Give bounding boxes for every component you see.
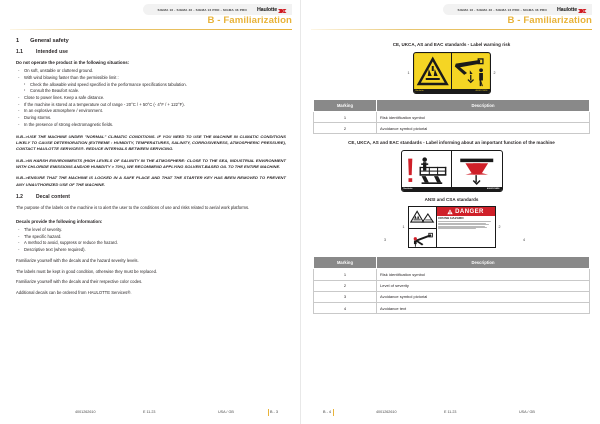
logo-text-right: Haulotte — [557, 6, 577, 13]
column-header-marking: Marking — [314, 257, 377, 269]
list-situations-part2 — [17, 95, 286, 129]
page-number-left — [268, 409, 278, 416]
list-item: - With wind blowing faster than the permissible limit : — [17, 75, 286, 82]
callout-1: 1 — [407, 71, 410, 75]
page-number-left-text: B - 3 — [269, 410, 278, 414]
decal-ansi-figure — [313, 206, 590, 248]
paragraph-familiarize-colors: Familiarize yourself with the decals and their respective color codes. — [16, 279, 143, 285]
page-header-right — [301, 0, 600, 30]
table-header-row — [314, 257, 590, 269]
cell-description: Avoidance symbol pictorial — [377, 123, 590, 134]
ansi-body-text — [437, 216, 495, 247]
list-wind-subitems — [16, 82, 286, 95]
list-item: • Consult the Beaufort scale. — [24, 88, 286, 95]
decal-function — [401, 150, 503, 192]
decal-footer-strip — [414, 89, 490, 93]
paragraph-additional-decals: Additional decals can be ordered from HAULOTTE Services®. — [16, 290, 132, 296]
column-header-description: Description — [377, 100, 590, 112]
list-item: - The specific hazard. — [17, 234, 286, 241]
callout-2: 2 — [493, 71, 496, 75]
page-right — [300, 0, 600, 424]
header-rule-left — [10, 29, 292, 30]
header-models-right: SIGMA 16 - SIGMA 46 - SIGMA 16 PRO - SIGMA 46 PRO — [457, 7, 547, 12]
footer-reference-left: 4001262610 — [75, 410, 96, 414]
decal-function-figure — [313, 150, 590, 192]
page-number-right-text: B - 4 — [323, 410, 332, 414]
list-item: - In the presence of strong electromagnetic fields. — [17, 122, 286, 129]
ansi-risk-symbol-cell — [409, 207, 436, 228]
cell-marking: 1 — [314, 269, 377, 280]
ansi-text-line — [438, 224, 489, 225]
cell-marking: 3 — [314, 291, 377, 302]
cell-description: Level of severity — [377, 280, 590, 291]
list-item: - Descriptive text (where required). — [17, 247, 286, 254]
column-header-description: Description — [377, 257, 590, 269]
cell-description: Avoidance symbol pictorial — [377, 291, 590, 302]
cell-marking: 1 — [314, 112, 377, 123]
table-row — [314, 302, 590, 313]
heading-1-number: 1 — [16, 38, 20, 44]
callout-1: 1 — [402, 225, 405, 230]
heading-12-number: 1.2 — [16, 194, 23, 201]
list-item: - During storms. — [17, 115, 286, 122]
callout-2: 2 — [498, 225, 501, 230]
column-header-marking: Marking — [314, 100, 377, 112]
caption-label-warning-risk: CE, UKCA, AS and EAC standards - Label warning risk — [392, 42, 511, 47]
ansi-pictogram-column — [409, 207, 437, 247]
list-item: - Close to power lines. Keep a safe distance. — [17, 95, 286, 102]
note-harsh-environments: N.B.->IN HARSH ENVIRONMENTS (HIGH LEVELS OF SALINITY IN THE ATMOSPHERE: CLOSE TO THE SEA, INDUSTRIAL ENVIRONMENT WITH CHLORIDE EMISSIONS AND/OR HUMIDITY > 70%), WE RECOMMEND APPLYING SOLVENT-BASED OIL TO THE ENTIRE MACHINE. — [16, 157, 286, 170]
caption-label-important-function: CE, UKCA, AS and EAC standards - Label informing about an important function of the machine — [348, 140, 555, 146]
left-page-body — [0, 30, 300, 297]
table-row — [314, 123, 590, 134]
warning-triangle-icon — [447, 209, 453, 215]
list-item: - On soft, unstable or cluttered ground. — [17, 68, 286, 75]
right-page-body — [301, 30, 600, 314]
cell-marking: 2 — [314, 123, 377, 134]
header-models: SIGMA 16 - SIGMA 46 - SIGMA 16 PRO - SIGMA 46 PRO — [157, 7, 247, 12]
decal-function-footer-strip — [402, 187, 502, 192]
decal-warning-risk — [413, 52, 491, 94]
table-row — [314, 269, 590, 280]
caption-ansi-csa-standards: ANSI and CSA standards — [424, 197, 479, 203]
table-header-row — [314, 100, 590, 112]
decal-avoidance-panel — [451, 53, 490, 93]
page-tick-icon — [333, 409, 334, 416]
header-model-bar — [143, 4, 292, 15]
table-row — [314, 280, 590, 291]
heading-11-label: Intended use — [35, 49, 68, 55]
paragraph-familiarize-severity: Familiarize yourself with the decals and the hazard severity levels. — [16, 257, 139, 263]
list-item: - In an explosive atmosphere / environment. — [17, 108, 286, 115]
list-item: • Check the allowable wind speed specified in the performance specifications tabulation. — [24, 82, 286, 89]
decal-warning-risk-figure — [313, 52, 590, 94]
callout-4: 4 — [523, 238, 525, 243]
marking-table-1 — [313, 99, 590, 134]
decal-load-panel — [451, 151, 502, 191]
section-title-left: B - Familiarization — [207, 15, 292, 26]
list-situations-part1 — [17, 68, 286, 82]
ansi-avoidance-symbol-cell — [409, 229, 436, 249]
cell-marking: 2 — [314, 280, 377, 291]
heading-general-safety — [16, 38, 286, 44]
decal-ansi-danger — [408, 206, 496, 248]
heading-11-number: 1.1 — [16, 49, 23, 55]
avoidance-pictogram-icon — [452, 53, 490, 93]
footer-edition-right: E 11.23 — [444, 410, 457, 414]
decal-risk-symbol-panel — [414, 53, 452, 93]
footer-locale-left: USA / GB — [218, 410, 234, 414]
page-number-right — [323, 409, 333, 416]
lead-decals-provide: Decals provide the following information: — [16, 218, 103, 224]
note-locked-safe-place: N.B.->ENSURE THAT THE MACHINE IS LOCKED IN A SAFE PLACE AND THAT THE STARTER KEY HAS BEEN REMOVED TO PREVENT ANY UNAUTHORIZED USE OF THE MACHINE. — [16, 175, 286, 187]
section-title-right: B - Familiarization — [507, 15, 592, 26]
cell-description: Avoidance text — [377, 302, 590, 313]
decal-footer-code: 4000123456 — [486, 188, 500, 191]
cell-description: Risk identification symbol — [377, 112, 590, 123]
avoidance-pictogram-icon — [409, 229, 436, 249]
heading-intended-use — [16, 49, 286, 55]
ansi-hazard-title: CRUSH HAZARD — [438, 216, 464, 221]
table-row — [314, 112, 590, 123]
decal-footer-code: 4000123456 — [475, 90, 488, 92]
decal-exclamation-panel — [402, 151, 452, 191]
ansi-banner-text: DANGER — [455, 208, 484, 215]
ansi-danger-banner — [437, 207, 495, 216]
decal-footer-brand: Haulotte — [415, 90, 424, 92]
footer-reference-right: 4001262610 — [376, 410, 397, 414]
marking-table-2 — [313, 256, 590, 314]
heading-1-label: General safety — [30, 38, 69, 44]
heading-decal-content — [16, 194, 286, 200]
crush-hazard-triangle-icon — [414, 53, 452, 93]
paragraph-label-purpose: The purpose of the labels on the machine is to alert the user to the conditions of use and risks related to aerial work platforms. — [16, 205, 250, 211]
ansi-text-line — [438, 221, 491, 222]
decal-footer-brand: Haulotte — [403, 188, 413, 191]
lead-do-not-operate: Do not operate the product in the following situations: — [16, 60, 130, 65]
header-model-bar-right — [443, 4, 592, 15]
crush-hazard-triangle-icon — [409, 207, 436, 227]
page-header-left — [0, 0, 300, 30]
crush-load-arrow-icon — [452, 151, 502, 191]
list-decal-information — [17, 227, 286, 254]
heading-12-label: Decal content — [35, 194, 71, 201]
callout-3: 3 — [384, 238, 386, 243]
logo-text: Haulotte — [257, 6, 277, 13]
list-item: - A method to avoid, suppress or reduce the hazard. — [17, 240, 286, 247]
note-climatic-conditions: N.B.->USE THE MACHINE UNDER "NORMAL" CLIMATIC CONDITIONS. IF YOU NEED TO USE THE MACHINE IN CLIMATIC CONDITIONS LIKELY TO CAUSE DETERIORATION (EXTREME : HUMIDITY, TEMPERATURES, SALINITY, CORROSIVENESS, ATMOSPHERIC PRESSURE), CONTACT HAULOTTE SERVICES®. REDUCE INTERVALS BETWEEN SERVICING. — [16, 133, 286, 152]
page-tick-icon — [268, 409, 269, 416]
paragraph-labels-condition: The labels must be kept in good condition, otherwise they must be replaced. — [16, 268, 158, 274]
list-item: - The level of severity. — [17, 227, 286, 234]
exclamation-platform-icon — [402, 151, 452, 191]
cell-marking: 4 — [314, 302, 377, 313]
list-item: - If the machine is stored at a temperature out of range - 20°C / + 50°C (- 4°F / + 122°F). — [17, 102, 286, 109]
cell-description: Risk identification symbol — [377, 269, 590, 280]
ansi-text-column — [437, 207, 495, 247]
footer-locale-right: USA / GB — [519, 410, 535, 414]
table-row — [314, 291, 590, 302]
header-rule-right — [311, 29, 592, 30]
ansi-text-line — [438, 228, 476, 229]
footer-edition-left: E 11.23 — [143, 410, 156, 414]
